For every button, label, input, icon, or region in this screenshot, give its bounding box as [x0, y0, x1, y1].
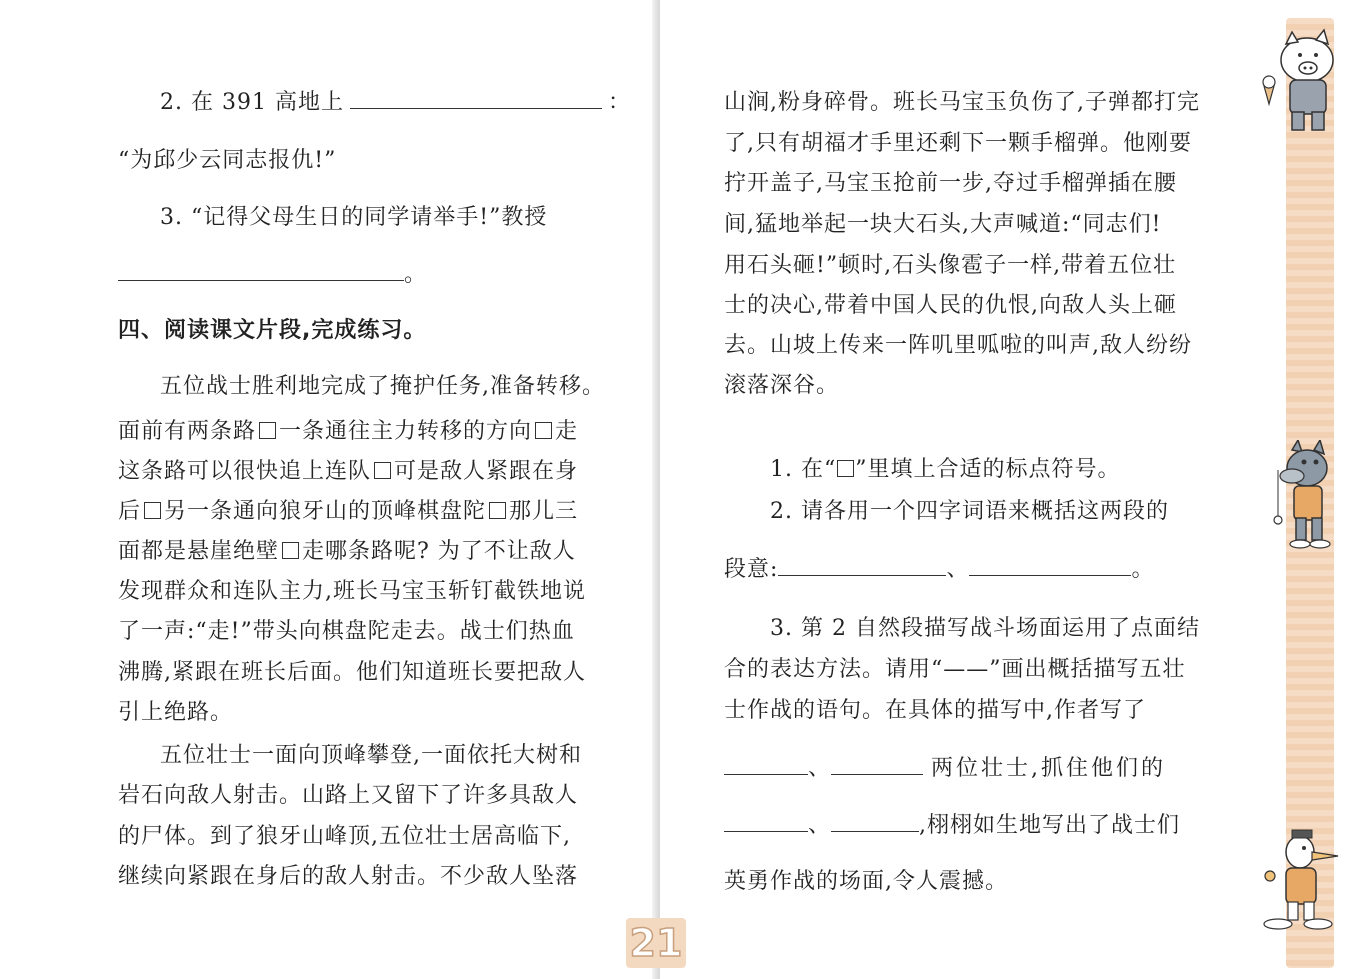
passage-line: 五位壮士一面向顶峰攀登,一面依托大树和	[160, 743, 582, 768]
punctuation-box	[535, 422, 552, 439]
answer-blank	[350, 88, 602, 109]
answer-blank	[724, 811, 808, 832]
passage-text: 后	[118, 499, 142, 524]
punctuation-box	[489, 502, 506, 519]
answer-blank	[831, 811, 919, 832]
wolf-cartoon-icon	[1262, 440, 1347, 555]
ex1-text: 1. 在“	[770, 457, 837, 482]
q2-prefix: 2. 在 391 高地上	[160, 90, 344, 115]
passage-line: 士的决心,带着中国人民的仇恨,向敌人头上砸	[724, 293, 1177, 318]
passage-line: 发现群众和连队主力,班长马宝玉斩钉截铁地说	[118, 579, 586, 604]
punctuation-box	[837, 460, 854, 477]
punctuation-box	[144, 502, 161, 519]
punctuation-box	[282, 542, 299, 559]
passage-text: 走哪条路呢? 为了不让敌人	[302, 539, 576, 564]
q2-quote-text: “为邱少云同志报仇!”	[118, 148, 337, 173]
passage-line: 滚落深谷。	[724, 373, 840, 398]
exercise-3-line: 英勇作战的场面,令人震撼。	[724, 869, 1008, 894]
passage-line	[118, 537, 576, 567]
passage-line: 了一声:“走!”带头向棋盘陀走去。战士们热血	[118, 619, 575, 644]
answer-blank	[831, 754, 923, 775]
exercise-3: 3. 第 2 自然段描写战斗场面运用了点面结	[770, 616, 1200, 641]
question-2-quote	[118, 146, 336, 176]
exercise-1	[770, 455, 1120, 485]
passage-line: 拧开盖子,马宝玉抢前一步,夺过手榴弹插在腰	[724, 171, 1177, 196]
exercise-2: 2. 请各用一个四字词语来概括这两段的	[770, 499, 1169, 524]
passage-line: 了,只有胡福才手里还剩下一颗手榴弹。他刚要	[724, 131, 1192, 156]
bird-cartoon-icon	[1256, 826, 1346, 936]
passage-text: 面前有两条路	[118, 419, 257, 444]
question-3-answer	[118, 260, 427, 290]
passage-text: 另一条通向狼牙山的顶峰棋盘陀	[164, 499, 487, 524]
ex2-label: 段意:	[724, 557, 779, 582]
question-3	[160, 203, 547, 233]
passage-text: 可是敌人紧跟在身	[394, 459, 579, 484]
separator: 、	[946, 557, 970, 582]
passage-line: 岩石向敌人射击。山路上又留下了许多具敌人	[118, 783, 579, 808]
q3-prefix: 3. “记得父母生日的同学请举手!”教授	[160, 205, 548, 230]
passage-line: 五位战士胜利地完成了掩护任务,准备转移。	[160, 374, 605, 399]
passage-text: 那儿三	[509, 499, 579, 524]
punctuation-box	[374, 462, 391, 479]
page-number: 21	[626, 918, 686, 968]
passage-line: 引上绝路。	[118, 700, 234, 725]
q3-suffix: 。	[404, 262, 428, 287]
exercise-3-line	[724, 811, 1180, 841]
separator: 、	[808, 813, 832, 838]
passage-text: 这条路可以很快追上连队	[118, 459, 372, 484]
ex2-end: 。	[1131, 557, 1155, 582]
passage-line	[118, 417, 578, 447]
passage-line: 沸腾,紧跟在班长后面。他们知道班长要把敌人	[118, 660, 586, 685]
ex3-text: 两位壮士,抓住他们的	[931, 756, 1167, 781]
passage-line: 继续向紧跟在身后的敌人射击。不少敌人坠落	[118, 864, 579, 889]
passage-line: 山涧,粉身碎骨。班长马宝玉负伤了,子弹都打完	[724, 90, 1200, 115]
exercise-2-answer	[724, 555, 1154, 585]
passage-line: 的尸体。到了狼牙山峰顶,五位壮士居高临下,	[118, 824, 571, 849]
answer-blank	[778, 555, 946, 576]
ex1-text: ”里填上合适的标点符号。	[855, 457, 1121, 482]
answer-blank	[969, 555, 1131, 576]
answer-blank	[724, 754, 808, 775]
answer-blank	[118, 260, 404, 281]
passage-text: 走	[555, 419, 579, 444]
passage-text: 面都是悬崖绝壁	[118, 539, 280, 564]
separator: 、	[808, 756, 832, 781]
exercise-3-line: 合的表达方法。请用“——”画出概括描写五壮	[724, 657, 1186, 682]
passage-line: 间,猛地举起一块大石头,大声喊道:“同志们!	[724, 212, 1162, 237]
section-title: 四、阅读课文片段,完成练习。	[118, 318, 427, 343]
exercise-3-line	[724, 754, 1166, 784]
punctuation-box	[259, 422, 276, 439]
exercise-3-line: 士作战的语句。在具体的描写中,作者写了	[724, 698, 1146, 723]
question-2	[160, 88, 631, 118]
ex3-text: ,栩栩如生地写出了战士们	[919, 813, 1181, 838]
passage-line	[118, 497, 578, 527]
pig-cartoon-icon	[1252, 28, 1342, 138]
q2-suffix: ：	[607, 90, 631, 115]
passage-line: 去。山坡上传来一阵叽里呱啦的叫声,敌人纷纷	[724, 333, 1192, 358]
passage-text: 一条通往主力转移的方向	[279, 419, 533, 444]
passage-line	[118, 457, 578, 487]
passage-line: 用石头砸!”顿时,石头像雹子一样,带着五位壮	[724, 253, 1177, 278]
